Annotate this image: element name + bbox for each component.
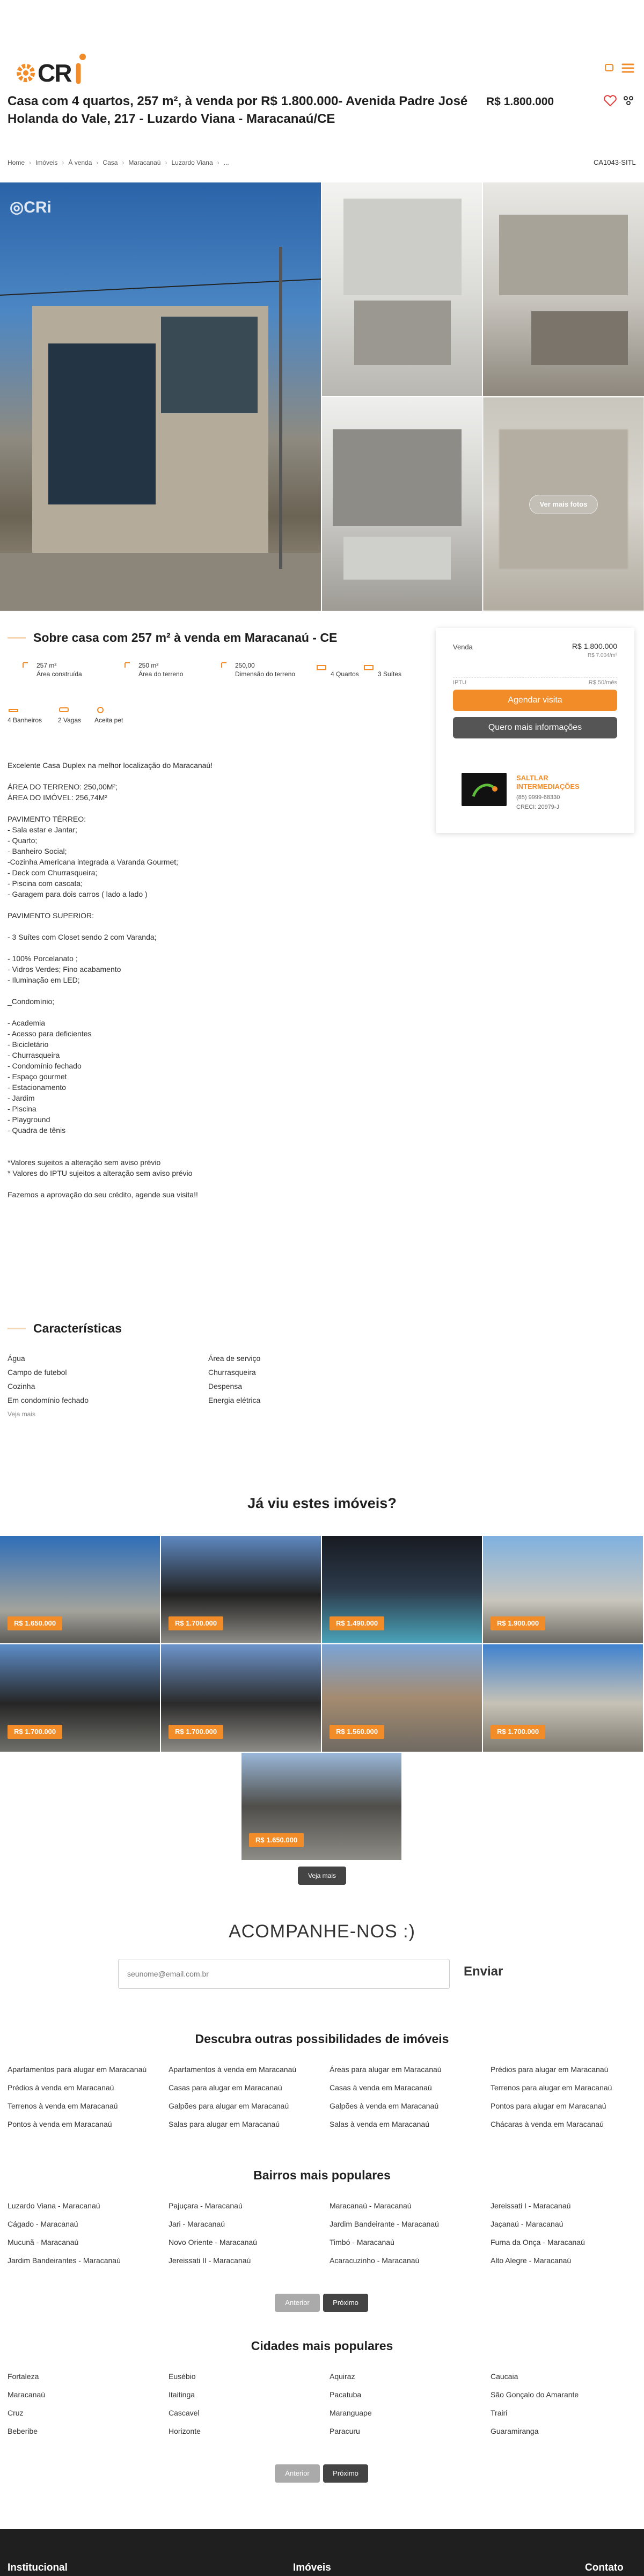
description-line: ÁREA DO TERRENO: 250,00M²; [8,782,118,791]
prev-button[interactable]: Anterior [275,2294,320,2312]
discover-link[interactable]: Prédios para alugar em Maracanaú [491,2065,609,2074]
property-price: R$ 1.490.000 [330,1616,384,1630]
description-line [8,803,308,814]
property-card[interactable] [0,1644,160,1752]
property-price: R$ 1.700.000 [169,1725,223,1739]
neighborhoods-link[interactable]: Jereissati II - Maracanaú [169,2256,251,2265]
neighborhoods-link[interactable]: Furna da Onça - Maracanaú [491,2238,585,2246]
characteristic-item: Área de serviço [208,1354,261,1363]
sale-price: R$ 1.800.000 [572,642,617,650]
price-per-m2: R$ 7.004/m² [587,653,617,658]
cities-link[interactable]: Pacatuba [330,2390,362,2399]
characteristic-item: Em condomínio fechado [8,1396,89,1404]
feature-dimension: 250,00 Dimensão do terreno [220,661,295,678]
photo-3[interactable] [483,182,644,396]
footer-contato[interactable]: Contato [585,2562,624,2573]
property-description [8,760,308,1200]
property-price: R$ 1.900.000 [491,1616,545,1630]
property-card[interactable] [161,1536,321,1643]
discover-link[interactable]: Galpões para alugar em Maracanaú [169,2102,289,2110]
description-line: - Bicicletário [8,1040,49,1049]
agency-logo [462,773,507,806]
logo-mark [19,66,33,80]
description-line [8,1179,308,1189]
about-title-text: Sobre casa com 257 m² à venda em Maracanaú - CE [33,631,338,645]
neighborhoods-link[interactable]: Cágado - Maracanaú [8,2220,78,2228]
description-line: - Banheiro Social; [8,847,67,855]
description-line: - Estacionamento [8,1083,66,1092]
neighborhoods-link[interactable]: Jardim Bandeirantes - Maracanaú [8,2256,121,2265]
neighborhoods-link[interactable]: Jardim Bandeirante - Maracanaú [330,2220,439,2228]
description-line: * Valores do IPTU sujeitos a alteração sem aviso prévio [8,1169,193,1177]
neighborhoods-link[interactable]: Jereissati I - Maracanaú [491,2201,571,2210]
discover-link[interactable]: Galpões à venda em Maracanaú [330,2102,439,2110]
listing-reference: CA1043-SITL [594,158,636,166]
description-line: Fazemos a aprovação do seu crédito, agende sua visita!! [8,1190,198,1199]
header-actions [600,60,641,76]
neighborhoods-grid [8,2201,636,2265]
property-price: R$ 1.650.000 [249,1833,304,1847]
svg-text:◎CRi: ◎CRi [10,199,52,216]
property-card[interactable] [322,1644,482,1752]
neighborhoods-link[interactable]: Mucunã - Maracanaú [8,2238,79,2246]
land-icon [123,661,135,673]
next-button[interactable]: Próximo [323,2464,368,2483]
description-line: PAVIMENTO TÉRREO: [8,815,86,823]
property-price: R$ 1.650.000 [8,1616,62,1630]
agent-creci: CRECI: 20979-J [516,804,560,810]
property-card[interactable] [0,1536,160,1643]
price-top: R$ 1.800.000 [486,96,554,108]
title-accent [8,1328,26,1329]
breadcrumb-neighborhood[interactable]: Luzardo Viana [171,159,213,166]
cities-link[interactable]: Fortaleza [8,2372,39,2381]
page-title: Casa com 4 quartos, 257 m², à venda por R$ 1.800.000- Avenida Padre José Holanda do Vale, 217 - Luzardo Viana - Maracanaú/CE [8,94,468,126]
see-more-button[interactable]: Veja mais [298,1867,346,1885]
discover-link[interactable]: Pontos para alugar em Maracanaú [491,2102,606,2110]
description-line: -Cozinha Americana integrada a Varanda Gourmet; [8,858,179,866]
feature-suites: 3 Suítes [363,661,401,678]
description-line: - Acesso para deficientes [8,1029,92,1038]
neighborhoods-pager [275,2294,368,2312]
property-price: R$ 1.700.000 [491,1725,545,1739]
more-info-button[interactable]: Quero mais informações [453,717,617,738]
cities-pager [275,2464,368,2483]
photo-4[interactable] [322,397,482,611]
feature-land: 250 m² Área do terreno [123,661,183,678]
schedule-visit-button[interactable]: Agendar visita [453,690,617,711]
property-card[interactable] [483,1536,643,1643]
neighborhoods-link[interactable]: Luzardo Viana - Maracanaú [8,2201,100,2210]
description-line: - Academia [8,1019,46,1027]
next-button[interactable]: Próximo [323,2294,368,2312]
more-photos-button[interactable]: Ver mais fotos [529,495,598,514]
share-icon[interactable] [624,97,633,105]
cities-link[interactable]: Maranguape [330,2409,372,2417]
description-line: - Iluminação em LED; [8,976,80,984]
cities-link[interactable]: Eusébio [169,2372,196,2381]
description-line: *Valores sujeitos a alteração sem aviso prévio [8,1158,161,1167]
breadcrumb: Home › Imóveis › À venda › Casa › Maracanaú › Luzardo Viana › ... [8,159,229,166]
breadcrumb-casa[interactable]: Casa [103,159,118,166]
neighborhoods-link[interactable]: Timbó - Maracanaú [330,2238,394,2246]
bath-icon [8,703,19,715]
discover-title: Descubra outras possibilidades de imóveis [195,2032,449,2046]
discover-link[interactable]: Salas à venda em Maracanaú [330,2120,429,2128]
feature-area: 257 m² Área construída [21,661,82,678]
property-card[interactable] [322,1536,482,1643]
discover-link[interactable]: Casas à venda em Maracanaú [330,2083,432,2092]
contact-card [436,628,634,833]
discover-link[interactable]: Chácaras à venda em Maracanaú [491,2120,604,2128]
phone-icon[interactable] [605,64,613,71]
cities-link[interactable]: Caucaia [491,2372,518,2381]
property-price: R$ 1.700.000 [8,1725,62,1739]
footer-institucional[interactable]: Institucional [8,2562,68,2573]
breadcrumb-more[interactable]: ... [223,159,229,166]
main-photo[interactable] [0,182,321,611]
newsletter-send-button[interactable]: Enviar [464,1964,503,1979]
feature-bedrooms: 4 Quartos [316,661,359,678]
area-icon [21,661,33,673]
discover-link[interactable]: Apartamentos à venda em Maracanaú [169,2065,297,2074]
characteristic-item: Churrasqueira [208,1368,256,1377]
related-title: Já viu estes imóveis? [247,1495,397,1511]
neighborhoods-link[interactable]: Pajuçara - Maracanaú [169,2201,243,2210]
property-price: R$ 1.560.000 [330,1725,384,1739]
cities-link[interactable]: São Gonçalo do Amarante [491,2390,579,2399]
description-line: - 3 Suítes com Closet sendo 2 com Varanda; [8,933,157,941]
breadcrumb-home[interactable]: Home [8,159,25,166]
characteristic-item: Água [8,1354,25,1363]
description-line [8,1136,308,1146]
features-row-2 [8,703,169,724]
cities-link[interactable]: Beberibe [8,2427,38,2435]
discover-link[interactable]: Salas para alugar em Maracanaú [169,2120,280,2128]
prev-button[interactable]: Anterior [275,2464,320,2483]
suite-icon [363,661,375,673]
description-line: - Quarto; [8,836,38,845]
iptu-value: R$ 50/mês [588,679,617,686]
description-line [8,921,308,932]
property-card[interactable] [161,1644,321,1752]
neighborhoods-link[interactable]: Acaracuzinho - Maracanaú [330,2256,420,2265]
follow-title: ACOMPANHE-NOS :) [229,1921,415,1942]
description-line: Excelente Casa Duplex na melhor localização do Maracanaú! [8,761,213,770]
characteristic-item: Campo de futebol [8,1368,67,1377]
about-title [8,631,337,645]
description-line: - Condomínio fechado [8,1062,82,1070]
neighborhoods-link[interactable]: Novo Oriente - Maracanaú [169,2238,257,2246]
discover-link[interactable]: Prédios à venda em Maracanaú [8,2083,114,2092]
description-line: - Jardim [8,1094,35,1102]
photo-2[interactable] [322,182,482,396]
pet-icon [94,703,106,715]
description-line: - 100% Porcelanato ; [8,954,78,963]
cities-link[interactable]: Horizonte [169,2427,201,2435]
description-line [8,1146,308,1157]
description-line: - Sala estar e Jantar; [8,825,77,834]
neighborhoods-link[interactable]: Maracanaú - Maracanaú [330,2201,412,2210]
description-line: - Espaço gourmet [8,1072,67,1081]
feature-bathrooms: 4 Banheiros [8,703,42,724]
description-line [8,985,308,996]
discover-grid [8,2065,636,2128]
sale-label: Venda [453,643,473,651]
listing-actions [600,92,641,108]
cities-link[interactable]: Itaitinga [169,2390,195,2399]
description-line: - Playground [8,1115,50,1124]
description-line: - Churrasqueira [8,1051,60,1059]
cities-link[interactable]: Guaramiranga [491,2427,539,2435]
description-line: - Piscina [8,1104,36,1113]
characteristics-col2 [208,1351,260,1407]
description-line: - Garagem para dois carros ( lado a lado ) [8,890,148,898]
feature-parking: 2 Vagas [58,703,81,724]
description-line [8,771,308,781]
description-line: PAVIMENTO SUPERIOR: [8,911,94,920]
cities-link[interactable]: Cascavel [169,2409,200,2417]
iptu-label: IPTU [453,679,467,686]
feature-pets: Aceita pet [94,703,123,724]
features-row [21,661,408,683]
cities-grid [8,2372,636,2435]
characteristics-title: Características [8,1321,122,1336]
car-icon [58,703,70,715]
property-card[interactable] [483,1644,643,1752]
agent-name[interactable]: SALTLAR INTERMEDIAÇÕES [516,774,580,791]
discover-link[interactable]: Terrenos para alugar em Maracanaú [491,2083,612,2092]
description-line [8,942,308,953]
neighborhoods-title: Bairros mais populares [253,2168,391,2182]
divider [453,677,617,678]
discover-link[interactable]: Pontos à venda em Maracanaú [8,2120,112,2128]
svg-text:CR: CR [38,59,71,87]
breadcrumb-city[interactable]: Maracanaú [128,159,161,166]
bed-icon [316,661,327,673]
see-more-link[interactable]: Veja mais [8,1410,36,1418]
discover-link[interactable]: Apartamentos para alugar em Maracanaú [8,2065,147,2074]
discover-link[interactable]: Terrenos à venda em Maracanaú [8,2102,118,2110]
logo[interactable] [8,49,99,89]
cities-link[interactable]: Trairi [491,2409,508,2417]
breadcrumb-imoveis[interactable]: Imóveis [35,159,58,166]
neighborhoods-link[interactable]: Jaçanaú - Maracanaú [491,2220,564,2228]
cities-link[interactable]: Cruz [8,2409,24,2417]
description-line: - Piscina com cascata; [8,879,83,888]
cities-link[interactable]: Maracanaú [8,2390,46,2399]
description-line: _Condomínio; [8,997,55,1006]
description-line [8,899,308,910]
characteristics-col1 [8,1351,89,1421]
neighborhoods-link[interactable]: Alto Alegre - Maracanaú [491,2256,572,2265]
footer-imoveis[interactable]: Imóveis [293,2562,331,2573]
dimension-icon [220,661,232,673]
favorite-icon[interactable] [604,96,616,106]
characteristic-item: Cozinha [8,1382,35,1391]
cities-link[interactable]: Aquiraz [330,2372,355,2381]
discover-link[interactable]: Áreas para alugar em Maracanaú [330,2065,442,2074]
title-accent [8,637,26,639]
property-price: R$ 1.700.000 [169,1616,223,1630]
description-line: - Deck com Churrasqueira; [8,868,98,877]
property-card[interactable] [241,1753,401,1860]
characteristic-item: Despensa [208,1382,243,1391]
footer [0,2529,644,2576]
description-line: ÁREA DO IMÓVEL: 256,74M² [8,793,107,802]
cities-link[interactable]: Paracuru [330,2427,360,2435]
agent-phone[interactable]: (85) 9999-68330 [516,794,560,801]
cities-title: Cidades mais populares [251,2339,393,2353]
menu-icon[interactable] [623,64,633,72]
newsletter-email-input[interactable] [118,1959,450,1989]
characteristic-item: Energia elétrica [208,1396,261,1404]
discover-link[interactable]: Casas para alugar em Maracanaú [169,2083,282,2092]
breadcrumb-venda[interactable]: À venda [68,159,92,166]
description-line: - Vidros Verdes; Fino acabamento [8,965,121,974]
description-line [8,1007,308,1018]
neighborhoods-link[interactable]: Jari - Maracanaú [169,2220,225,2228]
description-line: - Quadra de tênis [8,1126,66,1135]
